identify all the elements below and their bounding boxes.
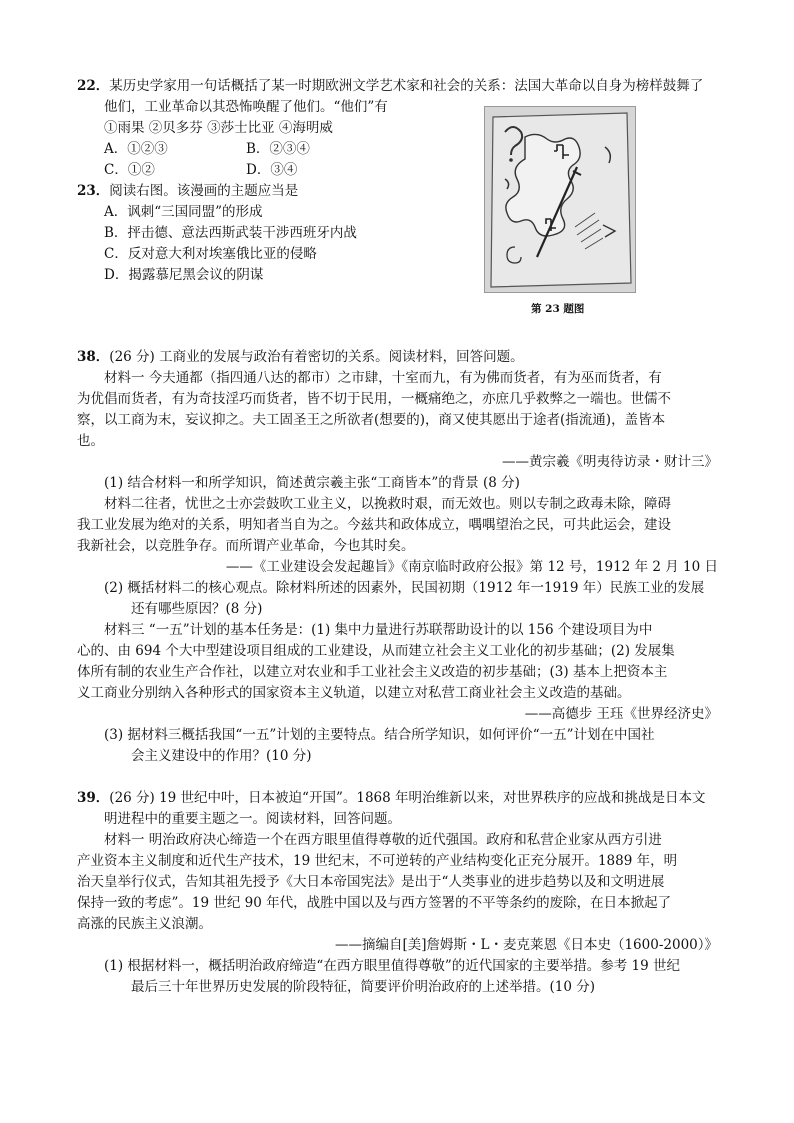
material-2-text: 我工业发展为绝对的关系，明知者当自为之。今兹共和政体成立，喁喁望治之民，可共此运会，建设 [77,517,671,533]
question-number: 39． [77,790,110,806]
sub-question-3-continued: 会主义建设中的作用？(10 分) [131,748,312,764]
material-1-text: 察，以工商为末，妄议抑之。夫工固圣王之所欲者(想要的)，商又使其愿出于途者(指流通)，盖皆本 [77,412,666,428]
option-d: D．③④ [246,162,298,178]
material-3-text: 心的、由 694 个大中型建设项目组成的工业建设，从而建立社会主义工业化的初步基础；(2) 发展集 [77,643,675,659]
option-c: C．反对意大利对埃塞俄比亚的侵略 [104,246,317,262]
material-1-source: ——黄宗羲《明夷待访录・财计三》 [502,454,718,470]
material-1-text: 材料一 今夫通都（指四通八达的都市）之市肆，十室而九，有为佛而货者，有为巫而货者，有 [104,370,662,386]
option-b: B．②③④ [246,141,310,157]
material-1-text: 高涨的民族主义浪潮。 [77,916,212,932]
material-2-text: 我新社会，以竞胜争存。而所谓产业革命，今也其时矣。 [77,538,415,554]
figure-caption: 第 23 题图 [531,303,585,315]
sub-question-1-continued: 最后三十年世界历史发展的阶段特征，简要评价明治政府的上述举措。(10 分) [131,979,596,995]
material-3-text: 材料三 “一五”计划的基本任务是：(1) 集中力量进行苏联帮助设计的以 156 个建设项目为中 [104,622,653,638]
question-stem: 阅读右图。该漫画的主题应当是 [109,183,299,199]
material-3-text: 义工商业分别纳入各种形式的国家资本主义轨道，以建立对私营工商业社会主义改造的基础。 [77,685,631,701]
option-c: C．①② [104,162,155,178]
cartoon-figure [484,106,636,293]
cartoon-drawing [485,107,635,292]
question-number: 38． [77,349,110,365]
answer-items: ①雨果 ②贝多芬 ③莎士比亚 ④海明威 [104,120,333,136]
material-1-text: 治天皇举行仪式，告知其祖先授予《大日本帝国宪法》是出于“人类事业的进步趋势以及和文明进展 [77,874,665,890]
question-number: 22． [77,78,110,94]
material-1-source: ——摘编自[美]詹姆斯・L・麦克莱恩《日本史（1600-2000）》 [334,937,718,953]
question-stem-continued: 他们，工业革命以其恐怖唤醒了他们。“他们”有 [104,99,388,115]
material-2-source: ——《工业建设会发起趣旨》《南京临时政府公报》第 12 号，1912 年 2 月 10 日 [225,559,718,575]
question-stem: (26 分) 19 世纪中叶，日本被迫“开国”。1868 年明治维新以来，对世界秩序的应战和挑战是日本文 [109,790,706,806]
material-1-text: 为优倡而货者，有为奇技淫巧而货者，皆不切于民用，一概痛绝之，亦庶几乎救弊之一端也。世儒不 [77,391,671,407]
material-1-text: 产业资本主义制度和近代生产技术，19 世纪末，不可逆转的产业结构变化正充分展开。1889 年，明 [77,853,678,869]
sub-question-3: (3) 据材料三概括我国“一五”计划的主要特点。结合所学知识，如何评价“一五”计划在中国社 [104,727,655,743]
option-b: B．抨击德、意法西斯武装干涉西班牙内战 [104,225,357,241]
material-2-text: 材料二往者，忧世之士亦尝鼓吹工业主义，以挽救时艰，而无效也。则以专制之政毒未除，障碍 [104,496,671,512]
option-a: A．①②③ [104,141,168,157]
sub-question-1: (1) 结合材料一和所学知识，简述黄宗羲主张“工商皆本”的背景 (8 分) [104,475,520,491]
sub-question-2-continued: 还有哪些原因？(8 分) [131,601,263,617]
material-3-source: ——高德步 王珏《世界经济史》 [524,706,718,722]
material-1-text: 保持一致的考虑”。19 世纪 90 年代，战胜中国以及与西方签署的不平等条约的废除，在日本掀起了 [77,895,672,911]
option-a: A．讽刺“三国同盟”的形成 [104,204,263,220]
sub-question-2: (2) 概括材料二的核心观点。除材料所述的因素外，民国初期（1912 年一1919 年）民族工业的发展 [104,580,705,596]
question-stem: 某历史学家用一句话概括了某一时期欧洲文学艺术家和社会的关系：法国大革命以自身为榜样鼓舞了 [109,78,704,94]
sub-question-1: (1) 根据材料一，概括明治政府缔造“在西方眼里值得尊敬”的近代国家的主要举措。参考 19 世纪 [104,958,680,974]
question-stem-continued: 明进程中的重要主题之一。阅读材料，回答问题。 [104,811,401,827]
material-1-text: 材料一 明治政府决心缔造一个在西方眼里值得尊敬的近代强国。政府和私营企业家从西方引进 [104,832,662,848]
material-3-text: 体所有制的农业生产合作社，以建立对农业和手工业社会主义改造的初步基础；(3) 基本上把资本主 [77,664,668,680]
material-1-text: 也。 [77,433,104,449]
option-d: D．揭露慕尼黑会议的阴谋 [104,267,264,283]
question-number: 23． [77,183,110,199]
question-stem: (26 分) 工商业的发展与政治有着密切的关系。阅读材料，回答问题。 [109,349,524,365]
